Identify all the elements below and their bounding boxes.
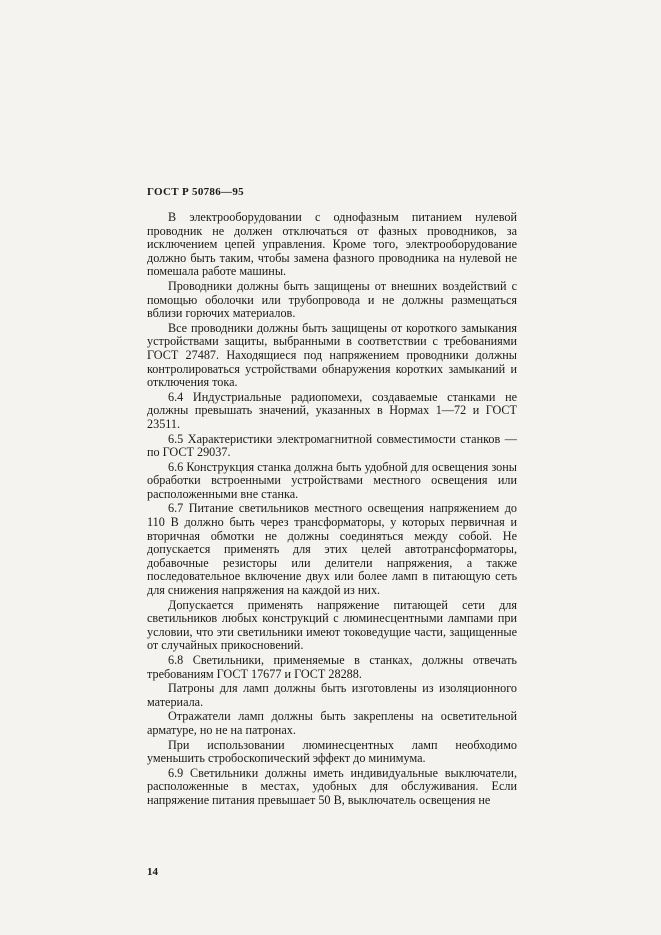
paragraph: Проводники должны быть защищены от внешних воздействий с помощью оболочки или трубопровода и не должны размещаться вблизи горючих материалов. [147, 278, 517, 321]
document-header: ГОСТ Р 50786—95 [147, 186, 244, 198]
paragraph: При использовании люминесцентных ламп необходимо уменьшить стробоскопический эффект до минимума. [147, 737, 517, 766]
paragraph: 6.9 Светильники должны иметь индивидуальные выключатели, расположенные в местах, удобных для обслуживания. Если напряжение питания превышает 50 В, выключатель освещения не [147, 765, 517, 807]
paragraph: 6.6 Конструкция станка должна быть удобной для освещения зоны обработки встроенными устройствами местного освещения или расположенными вне станка. [147, 459, 517, 501]
paragraph: 6.8 Светильники, применяемые в станках, должны отвечать требованиям ГОСТ 17677 и ГОСТ 28288. [147, 653, 517, 681]
paragraph: Все проводники должны быть защищены от короткого замыкания устройствами защиты, выбранными в соответствии с требованиями ГОСТ 27487. Находящиеся под напряжением проводники должны контролироваться устройствами обнаружения коротких замыканий и отключения тока. [147, 320, 517, 390]
body-text [147, 211, 517, 808]
paragraph: 6.5 Характеристики электромагнитной совместимости станков — по ГОСТ 29037. [147, 431, 517, 460]
page-number: 14 [147, 866, 158, 878]
paragraph: Допускается применять напряжение питающей сети для светильников любых конструкций с люминесцентными лампами при условии, что эти светильники имеют токоведущие части, защищенные от случайных прикосновений. [147, 597, 517, 653]
paragraph: В электрооборудовании с однофазным питанием нулевой проводник не должен отключаться от фазных проводников, за исключением цепей управления. Кроме того, электрооборудование должно быть таким, чтобы замена фазного проводника на нулевой не помешала работе машины. [147, 210, 517, 279]
paragraph: Отражатели ламп должны быть закреплены на осветительной арматуре, но не на патронах. [147, 709, 517, 737]
paragraph: 6.4 Индустриальные радиопомехи, создаваемые станками не должны превышать значений, указанных в Нормах 1—72 и ГОСТ 23511. [147, 389, 517, 431]
paragraph: Патроны для ламп должны быть изготовлены из изоляционного материала. [147, 681, 517, 709]
paragraph: 6.7 Питание светильников местного освещения напряжением до 110 В должно быть через трансформаторы, у которых первичная и вторичная обмотки не должны соединяться между собой. Не допускается применять для этих целей автотрансформаторы, добавочные резисторы или делители напряжения, а также последовательное включение двух или более ламп в питающую сеть для снижения напряжения на каждой из них. [147, 501, 517, 598]
